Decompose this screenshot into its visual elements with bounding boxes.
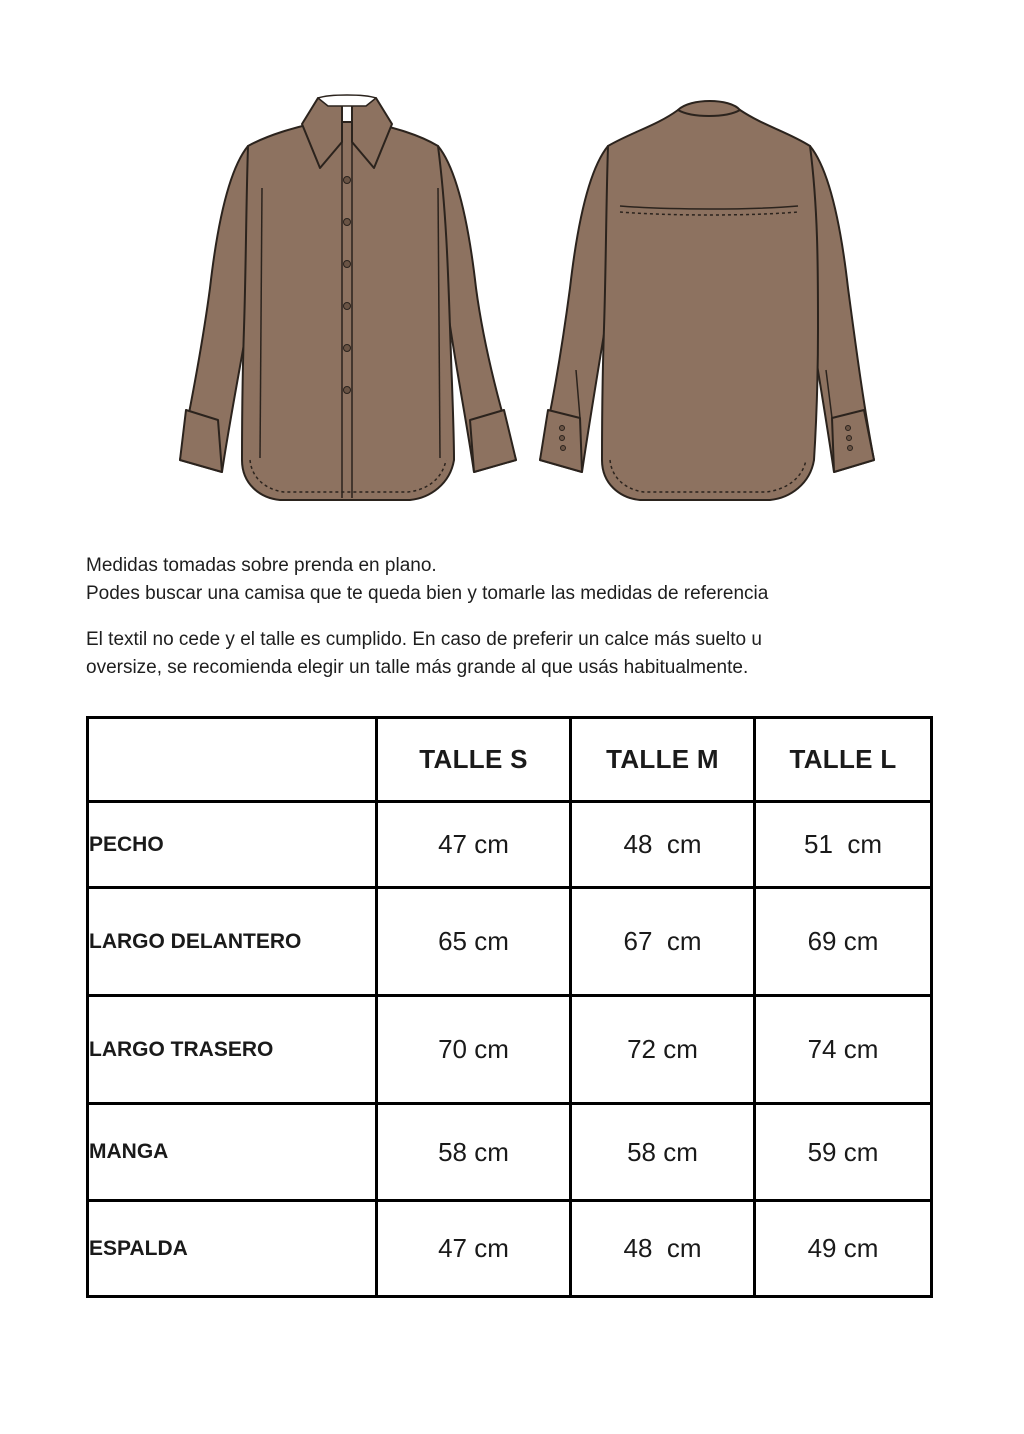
shirt-back-icon [540,101,874,500]
size-table [86,716,933,1298]
table-cell: 48 cm [571,802,755,888]
intro-line-2: Podes buscar una camisa que te queda bien y tomarle las medidas de referencia [86,583,769,604]
table-cell: 65 cm [377,888,571,996]
table-cell: 58 cm [377,1104,571,1201]
fit-note [86,626,946,682]
table-row [88,802,932,888]
table-cell: 74 cm [755,996,932,1104]
table-row [88,1201,932,1297]
table-cell: 58 cm [571,1104,755,1201]
table-cell: 51 cm [755,802,932,888]
intro-text [86,552,946,608]
table-cell: 69 cm [755,888,932,996]
table-cell: 47 cm [377,1201,571,1297]
table-cell: 48 cm [571,1201,755,1297]
shirt-illustration [170,88,890,508]
table-row [88,1104,932,1201]
shirt-front-icon [180,95,516,500]
table-cell: 70 cm [377,996,571,1104]
header-talle-s: TALLE S [377,718,571,802]
table-cell: 47 cm [377,802,571,888]
intro-line-1: Medidas tomadas sobre prenda en plano. [86,555,437,576]
table-header-row [88,718,932,802]
header-talle-m: TALLE M [571,718,755,802]
table-row [88,996,932,1104]
fit-note-line-2: oversize, se recomienda elegir un talle más grande al que usás habitualmente. [86,657,749,678]
table-cell: 72 cm [571,996,755,1104]
table-cell: 67 cm [571,888,755,996]
row-label-pecho: PECHO [88,802,377,888]
header-talle-l: TALLE L [755,718,932,802]
table-cell: 59 cm [755,1104,932,1201]
fit-note-line-1: El textil no cede y el talle es cumplido. En caso de preferir un calce más suelto u [86,629,762,650]
row-label-largo-trasero: LARGO TRASERO [88,996,377,1104]
table-row [88,888,932,996]
row-label-manga: MANGA [88,1104,377,1201]
table-cell: 49 cm [755,1201,932,1297]
row-label-largo-delantero: LARGO DELANTERO [88,888,377,996]
row-label-espalda: ESPALDA [88,1201,377,1297]
table-header-empty [88,718,377,802]
